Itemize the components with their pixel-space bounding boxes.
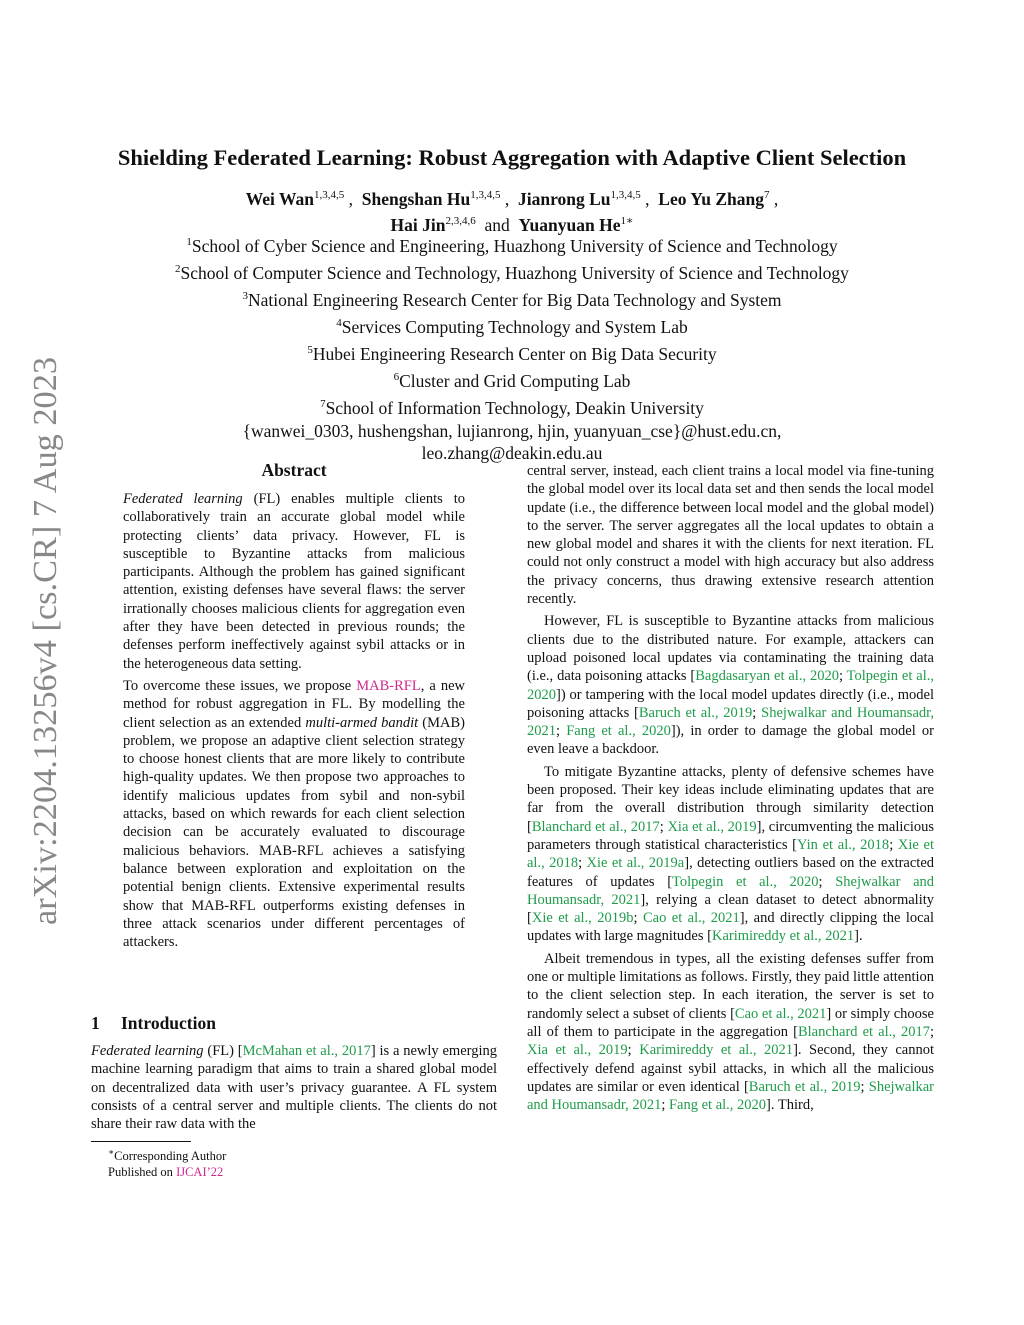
citation[interactable]: Xie et al., 2019b — [531, 910, 634, 927]
citation[interactable]: Xia et al., 2019 — [667, 818, 757, 835]
author: Leo Yu Zhang$^7$ — [658, 188, 770, 209]
author: Jianrong Lu$^{1,3,4,5}$ — [517, 188, 641, 209]
body-paragraph: Albeit tremendous in types, all the existing defenses suffer from one or multiple limitations as follows. Firstly, they paid little attention to the client selection step. In each iteration, the server is set to randomly select a subset of clients [Cao et al., 2021] or simply choose all of them to participate in the aggregation [Blanchard et al., 2017; Xia et al., 2019; Karimireddy et al., 2021]. Second, they cannot effectively defend against sybil attacks, in which all the malicious updates are similar or even identical [Baruch et al., 2019; Shejwalkar and Houmansadr, 2021; Fang et al., 2020]. Third, — [527, 950, 934, 1114]
affiliation: $^3$National Engineering Research Center for Big Data Technology and System — [242, 289, 782, 310]
citation[interactable]: Shejwalkar and Houmansadr, 2021 — [527, 704, 935, 740]
affiliation: $^6$Cluster and Grid Computing Lab — [393, 370, 631, 391]
citation[interactable]: Yin et al., 2018 — [796, 836, 890, 853]
intro-paragraph: Federated learning (FL) [McMahan et al., 2017] is a newly emerging machine learning paradigm that aims to train a shared global model on decentralized data with user’s privacy guarantee. A FL system consists of a central server and multiple clients. The clients do not share their raw data with the — [91, 1043, 497, 1133]
abstract-paragraph: Federated learning (FL) enables multiple clients to collaboratively train an accurate global model while protecting clients’ data privacy. However, FL is susceptible to Byzantine attacks from malicious participants. Although the problem has gained significant attention, existing defenses have several flaws: the server irrationally chooses malicious clients for aggregation even after they have been detected in previous rounds; the defenses perform ineffectively against sybil attacks or in the heterogeneous data setting. — [123, 491, 465, 672]
intro-body — [91, 1042, 497, 1133]
citation[interactable]: Xie et al., 2018 — [527, 836, 934, 872]
author-list: Wei Wan$^{1,3,4,5}$ , Shengshan Hu$^{1,3,4,5}$ , Jianrong Lu$^{1,3,4,5}$ , Leo Yu Zhang$^7$ , Hai Jin$^{2,3,4,6}$ and Yuanyuan $He^{1∗}$ — [245, 188, 779, 235]
body-paragraph: However, FL is susceptible to Byzantine attacks from malicious clients due to the distributed nature. For example, attackers can upload poisoned local updates via contaminating the training data (i.e., data poisoning attacks [Bagdasaryan et al., 2020; Tolpegin et al., 2020]) or tampering with the local model updates directly (i.e., model poisoning attacks [Baruch et al., 2019; Shejwalkar and Houmansadr, 2021; Fang et al., 2020]), in order to damage the global model or even leave a backdoor. — [527, 613, 935, 758]
affiliation: $^7$School of Information Technology, Deakin University — [320, 398, 704, 419]
right-column — [527, 462, 934, 1114]
affiliation: $^5$Hubei Engineering Research Center on Big Data Security — [307, 343, 717, 364]
footnote-published: Published on IJCAI’22 — [108, 1164, 224, 1179]
citation[interactable]: Baruch et al., 2019 — [748, 1078, 861, 1095]
footnote-corresponding: ∗Corresponding Author — [108, 1147, 227, 1164]
author: Wei Wan$^{1,3,4,5}$ — [245, 188, 345, 209]
paper-title: Shielding Federated Learning: Robust Aggregation with Adaptive Client Selection — [117, 145, 907, 170]
abstract-paragraph: To overcome these issues, we propose MAB-RFL, a new method for robust aggregation in FL. By modelling the client selection as an extended multi-armed bandit (MAB) problem, we propose an adaptive client selection strategy to choose honest clients that are more likely to contribute high-quality updates. We then propose two approaches to identify malicious updates from sybil and non-sybil attacks, based on which rewards for each client selection decision can be accurately evaluated to discourage malicious behaviors. MAB-RFL achieves a satisfying balance between exploration and exploitation on the potential benign clients. Extensive experimental results show that MAB-RFL outperforms existing defenses in three attack scenarios under different percentages of attackers. — [123, 677, 465, 951]
body-paragraph: central server, instead, each client trains a local model via fine-tuning the global model over its local data set and then sends the local model update (i.e., the difference between local model and the global model) to the server. The server aggregates all the local updates to obtain a new global model and shares it with the clients for next iteration. FL could not only construct a model with high accuracy but also address the privacy concerns, thus drawing extensive research attention recently. — [527, 463, 934, 608]
citation[interactable]: Shejwalkar and Houmansadr, 2021 — [527, 1078, 934, 1114]
author: Yuanyuan $He^{1∗}$ — [518, 214, 634, 235]
mab-rfl-link[interactable]: MAB-RFL — [356, 677, 421, 694]
footnote-rule — [91, 1141, 191, 1142]
citation[interactable]: Xia et al., 2019 — [527, 1042, 628, 1059]
citation[interactable]: Bagdasaryan et al., 2020 — [695, 668, 839, 685]
citation[interactable]: Cao et al., 2021 — [734, 1005, 827, 1022]
citation[interactable]: Blanchard et al., 2017 — [531, 818, 660, 835]
citation[interactable]: Karimireddy et al., 2021 — [639, 1042, 794, 1059]
affiliation-list — [60, 231, 964, 464]
footnotes — [108, 1145, 226, 1180]
affiliation: $^1$School of Cyber Science and Engineering, Huazhong University of Science and Technology — [186, 235, 838, 256]
author: Hai Jin$^{2,3,4,6}$ — [390, 214, 476, 235]
body-paragraph: To mitigate Byzantine attacks, plenty of defensive schemes have been proposed. Their key ideas include eliminating updates that are far from the overall distribution through similarity detection [Blanchard et al., 2017; Xia et al., 2019], circumventing the malicious parameters through statistical characteristics [Yin et al., 2018; Xie et al., 2018; Xie et al., 2019a], detecting outliers based on the extracted features of updates [Tolpegin et al., 2020; Shejwalkar and Houmansadr, 2021], relying a clean dataset to detect abnormality [Xie et al., 2019b; Cao et al., 2021], and directly clipping the local updates with large magnitudes [Karimireddy et al., 2021]. — [527, 763, 935, 945]
citation[interactable]: Cao et al., 2021 — [642, 910, 740, 927]
section-heading-introduction: 1 Introduction — [91, 1013, 216, 1033]
arxiv-stamp-text: arXiv:2204.13256v4 [cs.CR] 7 Aug 2023 — [27, 362, 64, 925]
citation[interactable]: Baruch et al., 2019 — [638, 704, 753, 721]
citation[interactable]: Blanchard et al., 2017 — [797, 1023, 930, 1040]
citation[interactable]: Xie et al., 2019a — [586, 855, 685, 872]
abstract-heading: Abstract — [261, 460, 327, 480]
venue-link[interactable]: IJCAI’22 — [176, 1164, 224, 1179]
affiliation: $^4$Services Computing Technology and System Lab — [336, 316, 688, 337]
citation[interactable]: Fang et al., 2020 — [668, 1097, 767, 1114]
citation[interactable]: Shejwalkar and Houmansadr, 2021 — [527, 873, 934, 908]
citation[interactable]: Tolpegin et al., 2020 — [527, 668, 934, 703]
citation[interactable]: Fang et al., 2020 — [566, 723, 671, 740]
author: Shengshan Hu$^{1,3,4,5}$ — [361, 188, 501, 209]
email-line[interactable]: leo.zhang@deakin.edu.au — [421, 443, 603, 464]
and-word: and — [484, 214, 510, 235]
citation[interactable]: Karimireddy et al., 2021 — [711, 928, 855, 945]
email-line[interactable]: {wanwei_0303, hushengshan, lujianrong, hjin, yuanyuan_cse}@hust.edu.cn, — [242, 421, 782, 442]
abstract-body — [123, 490, 465, 951]
citation[interactable]: McMahan et al., 2017 — [242, 1043, 371, 1059]
affiliation: $^2$School of Computer Science and Technology, Huazhong University of Science and Technology — [175, 262, 849, 283]
citation[interactable]: Tolpegin et al., 2020 — [672, 873, 819, 890]
